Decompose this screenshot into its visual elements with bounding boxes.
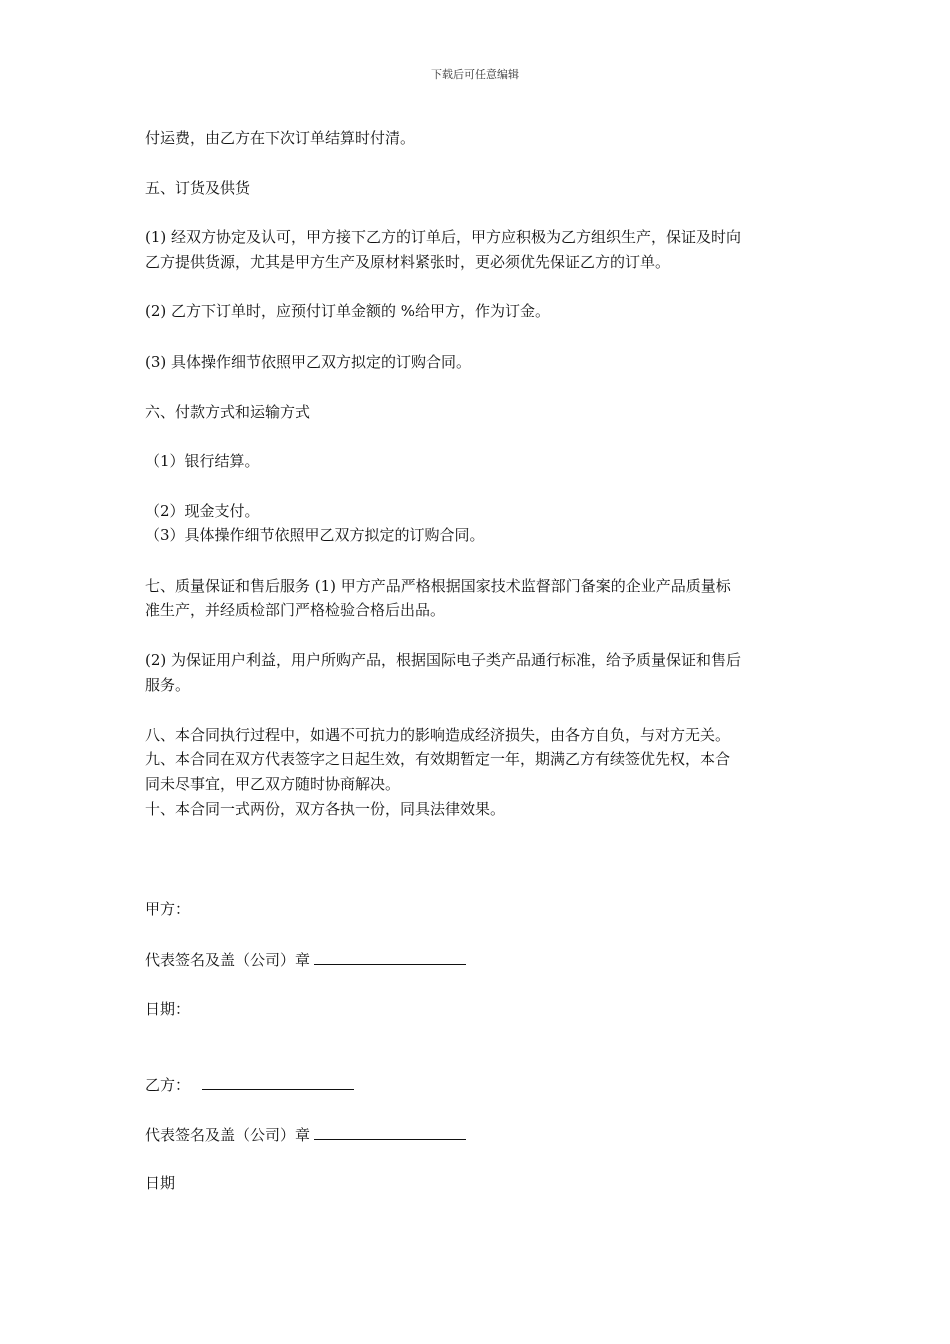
list-item: （2）现金支付。	[145, 502, 260, 520]
paragraph-line: (1) 经双方协定及认可，甲方接下乙方的订单后，甲方应积极为乙方组织生产，保证及时向	[145, 228, 742, 246]
list-item: （3）具体操作细节依照甲乙双方拟定的订购合同。	[145, 526, 485, 544]
paragraph-line: (2) 为保证用户利益，用户所购产品，根据国际电子类产品通行标准，给予质量保证和售后	[145, 651, 742, 669]
section-heading-payment: 六、付款方式和运输方式	[145, 403, 311, 421]
paragraph-line: 服务。	[145, 676, 191, 694]
paragraph-line: 十、本合同一式两份，双方各执一份，同具法律效果。	[145, 800, 506, 818]
paragraph-line: 同未尽事宜，甲乙双方随时协商解决。	[145, 775, 401, 793]
party-a-sign-label: 代表签名及盖（公司）章	[145, 951, 311, 969]
section-heading-quality: 七、质量保证和售后服务 (1) 甲方产品严格根据国家技术监督部门备案的企业产品质量标	[145, 577, 731, 595]
party-b-signature-line	[202, 1075, 354, 1090]
paragraph-line: (2) 乙方下订单时，应预付订单金额的 %给甲方，作为订金。	[145, 302, 551, 320]
party-b-sign-label: 代表签名及盖（公司）章	[145, 1126, 311, 1144]
paragraph-line: 乙方提供货源，尤其是甲方生产及原材料紧张时，更必须优先保证乙方的订单。	[145, 253, 671, 271]
party-a-label: 甲方：	[145, 900, 191, 918]
paragraph-line: 九、本合同在双方代表签字之日起生效，有效期暂定一年，期满乙方有续签优先权，本合	[145, 750, 731, 768]
paragraph-line: 付运费，由乙方在下次订单结算时付清。	[145, 129, 416, 147]
party-b-label: 乙方：	[145, 1076, 191, 1094]
party-b-sign-line	[314, 1125, 466, 1140]
paragraph-line: 八、本合同执行过程中，如遇不可抗力的影响造成经济损失，由各方自负，与对方无关。	[145, 726, 731, 744]
paragraph-line: (3) 具体操作细节依照甲乙双方拟定的订购合同。	[145, 353, 472, 371]
list-item: （1）银行结算。	[145, 452, 260, 470]
party-b-signature-row	[145, 1125, 466, 1144]
party-a-signature-line	[314, 950, 466, 965]
party-a-date-label: 日期：	[145, 1000, 191, 1018]
party-a-signature-row	[145, 950, 466, 969]
section-heading-ordering: 五、订货及供货	[145, 179, 251, 197]
party-b-date-label: 日期	[145, 1174, 176, 1192]
party-b-row	[145, 1075, 354, 1094]
paragraph-line: 准生产，并经质检部门严格检验合格后出品。	[145, 601, 446, 619]
page-header-note: 下载后可任意编辑	[431, 68, 519, 81]
